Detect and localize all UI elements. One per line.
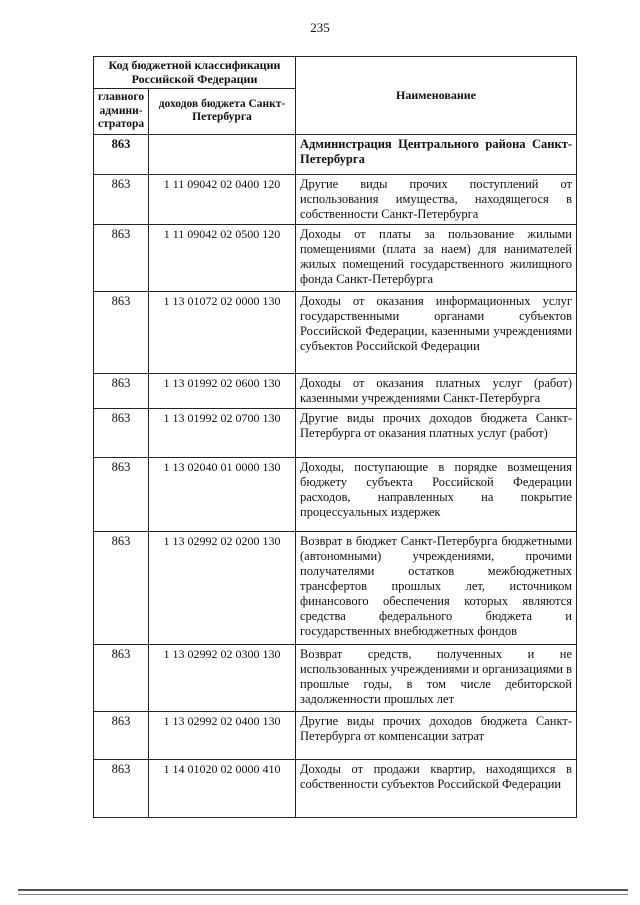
name-cell: Возврат в бюджет Санкт-Петербурга бюджетными (автономными) учреждениями, прочими получателями остатков межбюджетных трансфертов прошлых лет, источником финансового обеспечения которых являются средства федерального бюджета и государственных внебюджетных фондов: [296, 531, 577, 644]
admin-cell: 863: [94, 457, 149, 531]
name-cell: Доходы от оказания платных услуг (работ) казенными учреждениями Санкт-Петербурга: [296, 373, 577, 408]
kbk-header: Код бюджетной классификации Российской Федерации: [94, 57, 296, 89]
name-cell: Доходы от оказания информационных услуг государственными органами субъектов Российской Федерации, казенными учреждениями субъектов Российской Федерации: [296, 291, 577, 373]
code-cell: 1 11 09042 02 0400 120: [149, 174, 296, 224]
table-row: [94, 408, 577, 457]
admin-cell: 863: [94, 531, 149, 644]
admin-cell: 863: [94, 291, 149, 373]
code-cell: 1 13 02992 02 0200 130: [149, 531, 296, 644]
table-row: [94, 457, 577, 531]
code-cell: 1 13 02040 01 0000 130: [149, 457, 296, 531]
table-body: [94, 134, 577, 817]
admin-cell: 863: [94, 408, 149, 457]
admin-cell: 863: [94, 373, 149, 408]
budget-classification-table: [93, 56, 577, 818]
table-row: [94, 291, 577, 373]
name-cell: Возврат средств, полученных и не использованных учреждениями и организациями в прошлые годы, в том числе дебиторской задолженности прошлых лет: [296, 644, 577, 711]
name-cell: Администрация Центрального района Санкт-Петербурга: [296, 134, 577, 174]
table-row: [94, 644, 577, 711]
table-row: [94, 711, 577, 759]
admin-cell: 863: [94, 759, 149, 817]
admin-cell: 863: [94, 644, 149, 711]
table-row: [94, 174, 577, 224]
code-cell: [149, 134, 296, 174]
income-header: доходов бюджета Санкт-Петербурга: [149, 89, 296, 135]
admin-header: главного админи-стратора: [94, 89, 149, 135]
code-cell: 1 11 09042 02 0500 120: [149, 224, 296, 291]
table-row: [94, 373, 577, 408]
code-cell: 1 14 01020 02 0000 410: [149, 759, 296, 817]
code-cell: 1 13 01072 02 0000 130: [149, 291, 296, 373]
name-cell: Доходы от платы за пользование жилыми помещениями (плата за наем) для нанимателей жилых помещений государственного жилищного фонда Санкт-Петербурга: [296, 224, 577, 291]
table-row: [94, 531, 577, 644]
name-cell: Доходы, поступающие в порядке возмещения бюджету субъекта Российской Федерации расходов, направленных на покрытие процессуальных издержек: [296, 457, 577, 531]
name-cell: Другие виды прочих доходов бюджета Санкт-Петербурга от компенсации затрат: [296, 711, 577, 759]
admin-cell: 863: [94, 134, 149, 174]
name-header: Наименование: [296, 57, 577, 135]
code-cell: 1 13 02992 02 0400 130: [149, 711, 296, 759]
name-cell: Другие виды прочих поступлений от использования имущества, находящегося в собственности Санкт-Петербурга: [296, 174, 577, 224]
footer-line: [18, 889, 628, 891]
name-cell: Другие виды прочих доходов бюджета Санкт-Петербурга от оказания платных услуг (работ): [296, 408, 577, 457]
name-cell: Доходы от продажи квартир, находящихся в собственности субъектов Российской Федерации: [296, 759, 577, 817]
table-row: [94, 224, 577, 291]
code-cell: 1 13 01992 02 0600 130: [149, 373, 296, 408]
admin-cell: 863: [94, 224, 149, 291]
table-row: [94, 134, 577, 174]
code-cell: 1 13 02992 02 0300 130: [149, 644, 296, 711]
table-row: [94, 759, 577, 817]
admin-cell: 863: [94, 174, 149, 224]
code-cell: 1 13 01992 02 0700 130: [149, 408, 296, 457]
page-number: 235: [310, 20, 330, 35]
footer-line-thin: [18, 894, 628, 895]
admin-cell: 863: [94, 711, 149, 759]
